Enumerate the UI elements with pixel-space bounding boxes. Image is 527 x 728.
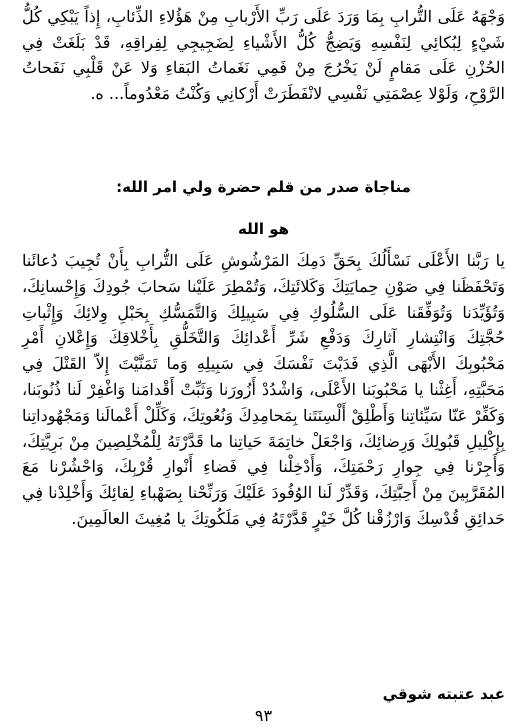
page-number: ٩٣: [254, 706, 273, 725]
opening-paragraph: وَجْهَهُ عَلَى التُّرابِ بِمَا وَرَدَ عَلَى رَبِّ الأَرْبابِ مِنْ هَؤُلاءِ الذِّئابِ، إِذاً يَبْكِي كُلُّ شَيْءٍ لِبُكائِي لِنَفْسِهِ وَيَضِجُّ كُلُّ الأَشْياءِ لِضَجِيجِي لِفِراقِهِ، قَدْ بَلَغَتْ فِي الحُزْنِ عَلَى مَقامٍ لَنْ يَخْرُجَ مِنْ فَمِي نَغَماتُ البَقاءِ وَلا عَنْ قَلْبِي نَفَحاتُ الرَّوْحِ، وَلَوْلا عِصْمَتِي نَفْسِي لانْفَطَرَتْ أَرْكانِي وَكُنْتُ مَعْدُوماً... ه.: [22, 7, 505, 103]
prayer-text: يا رَبَّنا الأَعْلَى نَسْأَلُكَ بِحَقِّ دَمِكَ المَرْشُوشِ عَلَى التُّرابِ بِأَنْ تُجِيبَ دُعائَنا وَتَحْفَظَنا فِي صَوْنِ حِمايَتِكَ وَكَلائَتِكَ، وَتُمْطِرَ عَلَيْنا سَحابَ جُودِكَ وَإِحْسانِكَ، وَتُؤَيِّدَنا وَتُوَفِّقَنا عَلَى السُّلُوكِ فِي سَبِيلِكَ وَالتَّمَسُّكِ بِحَبْلِ وِلائِكَ وَإِثْباتِ حُجَّتِكَ وَانْتِشارِ آثارِكَ وَدَفْعِ شَرِّ أَعْدائِكَ وَالتَّخَلُّقِ بِأَخْلاقِكَ وَإِعْلانِ أَمْرِ مَحْبُوبِكَ الأَبْهَى الَّذِي فَدَيْتَ نَفْسَكَ فِي سَبِيلِهِ وَما تَمَنَّيْتَ إِلاّ القَتْلَ فِي مَحَبَّتِهِ، أَغِثْنا يا مَحْبُوبَنا الأَعْلَى، وَاشْدُدْ أَزُورَنا وَثَبِّتْ أَقْدامَنا وَاغْفِرْ لَنا ذُنُوبَنا، وَكَفِّرْ عَنّا سَيِّئاتِنا وَأَطْلِقْ أَلْسِنَتَنا بِمَحامِدِكَ وَنُعُوتِكَ، وَكَلِّلْ أَعْمالَنا وَمَجْهُوداتِنا بِإِكْلِيلِ قَبُولِكَ وَرِضائِكَ، وَاجْعَلْ خاتِمَةَ حَياتِنا ما قَدَّرْتَهُ لِلْمُخْلِصِينَ مِنْ بَرِيَّتِكَ، وَأَجِرْنا فِي جِوارِ رَحْمَتِكَ، وَأَدْخِلْنا فِي فَضاءِ أَنْوارِ قُرْبِكَ، وَاحْشُرْنا مَعَ المُقَرَّبِينَ مِنْ أَحِبَّتِكَ، وَقَدِّرْ لَنا الوُفُودَ عَلَيْكَ وَرَنِّحْنا بِصَهْباءِ لِقائِكَ وَأَخْلِدْنا فِي حَدائِقِ قُدْسِكَ وَارْزُقْنا كُلَّ خَيْرٍ قَدَّرْتَهُ فِي مَلَكُوتِكَ يا مُغِيثَ العالَمِينَ.: [22, 251, 505, 528]
prayer-heading: مناجاة صدر من قلم حضرة ولي امر الله:: [116, 178, 411, 196]
prayer-invocation: هو الله: [237, 220, 290, 238]
signature: عبد عتبته شوقي: [382, 685, 505, 703]
